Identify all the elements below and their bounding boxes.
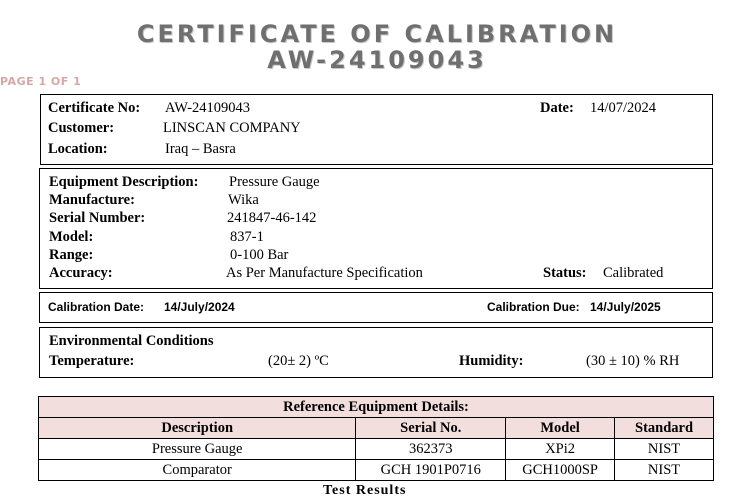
calibration-date-label: Calibration Date: [48,300,145,314]
equipment-description-value: Pressure Gauge [229,174,320,190]
table-cell: Comparator [39,460,356,481]
customer-value: LINSCAN COMPANY [163,120,301,136]
certificate-header-box [40,94,713,165]
status-value: Calibrated [603,265,664,281]
calibration-date-value: 14/July/2024 [164,300,235,314]
date-value: 14/07/2024 [590,100,657,116]
status-label: Status: [543,265,587,281]
column-header-model: Model [506,418,615,439]
range-label: Range: [49,247,94,263]
table-row [39,460,714,481]
manufacture-value: Wika [228,192,259,208]
temperature-value: (20± 2) ºC [268,353,329,369]
table-cell: NIST [615,460,714,481]
serial-number-value: 241847-46-142 [227,210,317,226]
column-header-serial: Serial No. [356,418,506,439]
table-row [39,439,714,460]
location-label: Location: [48,141,108,157]
environment-heading: Environmental Conditions [49,333,214,349]
model-label: Model: [49,229,94,245]
accuracy-value: As Per Manufacture Specification [226,265,423,281]
reference-table-heading-row [39,397,714,418]
location-value: Iraq – Basra [165,141,236,157]
reference-equipment-table [38,396,714,481]
test-results-heading: Test Results [323,483,407,498]
table-cell: GCH 1901P0716 [356,460,506,481]
accuracy-label: Accuracy: [49,265,113,281]
calibration-dates-box [39,292,713,323]
table-cell: NIST [615,439,714,460]
reference-table-heading: Reference Equipment Details: [39,397,714,418]
calibration-due-value: 14/July/2025 [590,300,661,314]
table-cell: XPi2 [506,439,615,460]
humidity-value: (30 ± 10) % RH [586,353,680,369]
temperature-label: Temperature: [49,353,135,369]
date-label: Date: [540,100,574,116]
certificate-number-title: AW-24109043 [267,46,487,74]
humidity-label: Humidity: [459,353,524,369]
equipment-details-box [39,168,713,289]
column-header-standard: Standard [615,418,714,439]
table-cell: Pressure Gauge [39,439,356,460]
certificate-title: CERTIFICATE OF CALIBRATION [136,20,618,48]
serial-number-label: Serial Number: [49,210,146,226]
customer-label: Customer: [48,120,115,136]
table-cell: 362373 [356,439,506,460]
table-cell: GCH1000SP [506,460,615,481]
model-value: 837-1 [230,229,264,245]
calibration-due-label: Calibration Due: [487,300,580,314]
certificate-no-value: AW-24109043 [165,100,251,116]
reference-table-column-row [39,418,714,439]
page-indicator: PAGE 1 OF 1 [0,75,82,88]
manufacture-label: Manufacture: [49,192,135,208]
environment-box [39,327,713,378]
range-value: 0-100 Bar [230,247,289,263]
column-header-description: Description [39,418,356,439]
certificate-no-label: Certificate No: [48,100,141,116]
equipment-description-label: Equipment Description: [49,174,199,190]
